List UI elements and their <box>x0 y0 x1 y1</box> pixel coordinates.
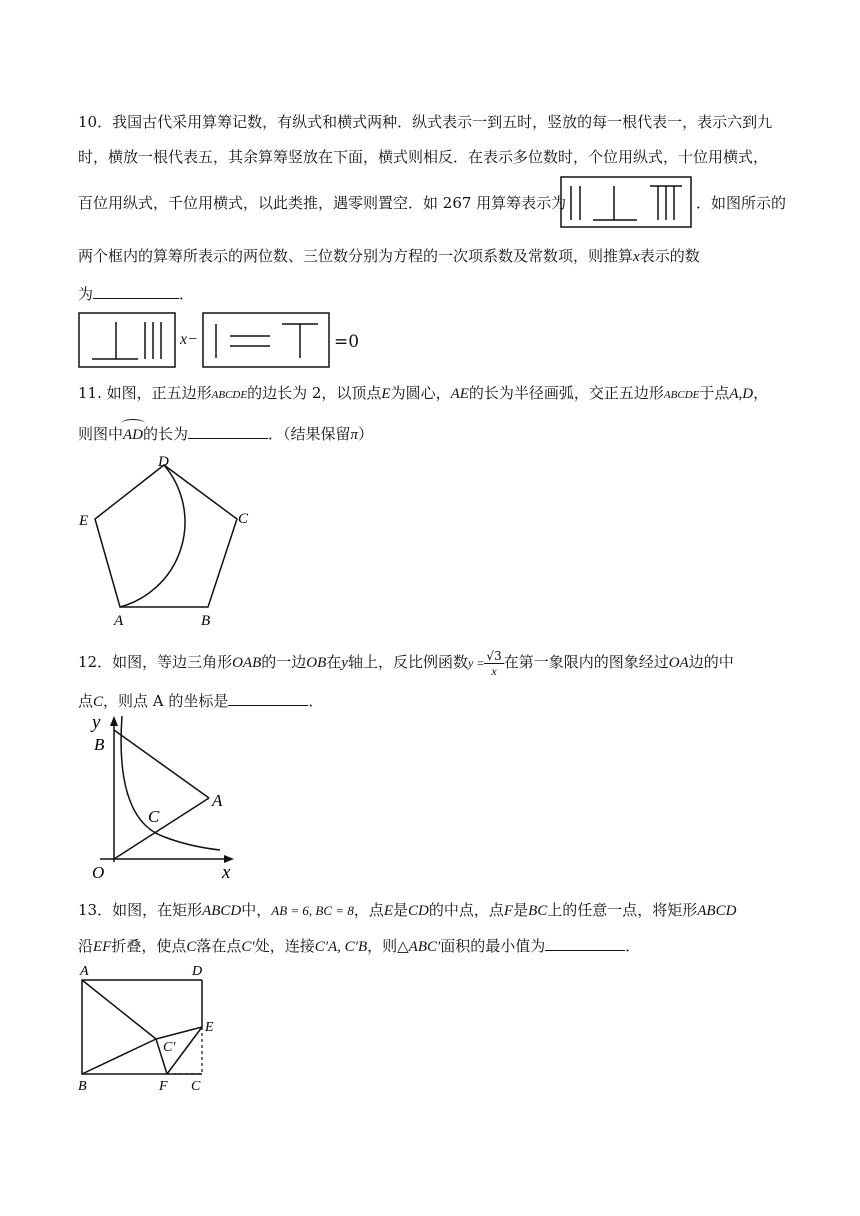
q10-line3-end: ．如图所示的 <box>696 194 787 212</box>
pentagon-figure <box>74 452 264 632</box>
rectangle-fold-figure <box>74 960 234 1094</box>
pent-label-a: A <box>114 613 124 629</box>
q11-t10: ） <box>358 425 374 443</box>
q10-var-x: x <box>633 249 640 265</box>
q13-abcd2: ABCD <box>697 903 737 919</box>
rod-numeral-267 <box>560 176 692 228</box>
q13-t7: 上的任意一点，将矩形 <box>547 901 698 919</box>
q10-line3 <box>78 193 566 213</box>
q13-t2: 中， <box>241 901 272 919</box>
q10-line5 <box>78 283 194 304</box>
axis-label-x: x <box>222 862 231 883</box>
q13-cpa-cpb: C′A, C′B <box>314 939 368 955</box>
q10-line5-text: 为 <box>78 285 94 303</box>
q12-t5: 在第一象限内的图象经过 <box>503 653 669 671</box>
q10-line1: 10．我国古代采用算筹记数，有纵式和横式两种．纵式表示一到五时，竖放的每一根代表一，表示六到九 <box>78 113 773 131</box>
q10-eq-var: x− <box>180 331 198 348</box>
q13-f: F <box>503 903 514 919</box>
q13-t9: 折叠，使点 <box>111 937 187 955</box>
q11-t9: ．（结果保留 <box>268 425 351 443</box>
q12-frac-num: √3 <box>486 648 502 663</box>
q13-t6: 是 <box>513 901 529 919</box>
q13-line1 <box>78 900 736 921</box>
q13-t12: ，则△ <box>367 937 409 955</box>
q12-ob: OB <box>306 655 327 671</box>
q13-answer-blank[interactable] <box>545 935 625 951</box>
coord-label-a: A <box>212 791 223 810</box>
pent-label-e: E <box>79 513 89 529</box>
q13-t1: 13．如图，在矩形 <box>78 901 203 919</box>
coord-label-b: B <box>94 735 105 754</box>
q10-line5-end: ． <box>179 285 195 303</box>
q12-t2: 的一边 <box>261 653 307 671</box>
q12-frac-den: x <box>491 663 497 678</box>
rect-label-e: E <box>205 1020 214 1035</box>
q13-t8: 沿 <box>78 937 94 955</box>
q12-line1 <box>78 647 734 679</box>
q11-t6: ， <box>753 384 769 402</box>
q13-c: C <box>186 939 197 955</box>
q11-e: E <box>381 386 391 402</box>
coord-label-c: C <box>148 807 160 826</box>
q11-answer-blank[interactable] <box>188 423 268 439</box>
q10-answer-blank[interactable] <box>93 283 179 299</box>
pent-label-b: B <box>201 613 211 629</box>
pent-label-c: C <box>238 511 249 527</box>
axis-label-y: y <box>92 712 101 733</box>
q13-cd: CD <box>408 903 429 919</box>
q12-answer-blank[interactable] <box>228 690 308 706</box>
rect-label-d: D <box>192 964 203 979</box>
q13-bc: BC <box>528 903 548 919</box>
q11-t7: 则图中 <box>78 425 124 443</box>
q13-t11: 处，连接 <box>254 937 315 955</box>
q13-t4: 是 <box>393 901 409 919</box>
coord-label-o: O <box>92 863 105 882</box>
q12-t7: 点 <box>78 692 94 710</box>
q13-cond: AB = 6, BC = 8 <box>271 903 354 918</box>
q11-abcde2: ABCDE <box>663 389 700 401</box>
q13-e: E <box>383 903 394 919</box>
coordinate-figure <box>82 712 242 884</box>
q13-ef: EF <box>93 939 112 955</box>
q11-line2 <box>78 423 373 445</box>
q13-t10: 落在点 <box>196 937 242 955</box>
q11-abcde: ABCDE <box>211 389 248 401</box>
q12-t9: ． <box>308 692 324 710</box>
q11-ae: AE <box>450 386 469 402</box>
q11-t4: 的长为半径画弧，交正五边形 <box>468 384 664 402</box>
q11-pi: π <box>350 427 359 443</box>
q12-t3: 在 <box>326 653 342 671</box>
q10-eq-end: =0 <box>334 332 360 352</box>
q12-t6: 边的中 <box>688 653 734 671</box>
q12-y: y <box>341 655 348 671</box>
q13-cprime: C′ <box>241 939 255 955</box>
q11-t5: 于点 <box>699 384 730 402</box>
q10-line4-end: 表示的数 <box>639 247 700 265</box>
q12-fraction <box>484 649 503 678</box>
rect-label-a: A <box>80 964 89 979</box>
q11-line1 <box>78 383 768 405</box>
rect-label-cprime: C′ <box>163 1040 176 1055</box>
q13-abcd: ABCD <box>202 903 242 919</box>
q11-arc-ad: AD <box>123 427 144 443</box>
q13-abcprime: ABC′ <box>408 939 441 955</box>
q12-line2 <box>78 690 323 712</box>
q11-t3: 为圆心， <box>390 384 451 402</box>
q13-t3: ，点 <box>353 901 384 919</box>
q12-func-lhs: y = <box>467 656 485 670</box>
rect-label-b: B <box>78 1079 87 1094</box>
q12-t1: 12．如图，等边三角形 <box>78 653 233 671</box>
q12-t4: 轴上，反比例函数 <box>347 653 468 671</box>
q13-line2 <box>78 935 640 957</box>
q12-oa: OA <box>668 655 689 671</box>
rect-label-f: F <box>159 1079 168 1094</box>
q10-line4-text: 两个框内的算筹所表示的两位数、三位数分别为方程的一次项系数及常数项，则推算 <box>78 247 634 265</box>
q11-t2: 的边长为 2，以顶点 <box>247 384 382 402</box>
q12-c: C <box>93 694 104 710</box>
q11-t1: 11. 如图，正五边形 <box>78 384 212 402</box>
rod-equation <box>78 312 368 370</box>
q10-line2: 时，横放一根代表五，其余算筹竖放在下面，横式则相反．在表示多位数时，个位用纵式，十位用横式， <box>78 148 769 166</box>
q13-t13: 面积的最小值为 <box>440 937 546 955</box>
q10-line3-text: 百位用纵式，千位用横式，以此类推，遇零则置空．如 267 用算筹表示为 <box>78 194 567 212</box>
q10-line4 <box>78 246 700 267</box>
q11-ad-points: A,D <box>729 386 754 402</box>
q12-t8: ，则点 A 的坐标是 <box>103 692 229 710</box>
q13-t14: ． <box>625 937 641 955</box>
q11-t8: 的长为 <box>143 425 189 443</box>
rect-label-c: C <box>191 1079 201 1094</box>
pent-label-d: D <box>158 454 169 470</box>
q13-t5: 的中点，点 <box>428 901 504 919</box>
q12-oab: OAB <box>232 655 262 671</box>
